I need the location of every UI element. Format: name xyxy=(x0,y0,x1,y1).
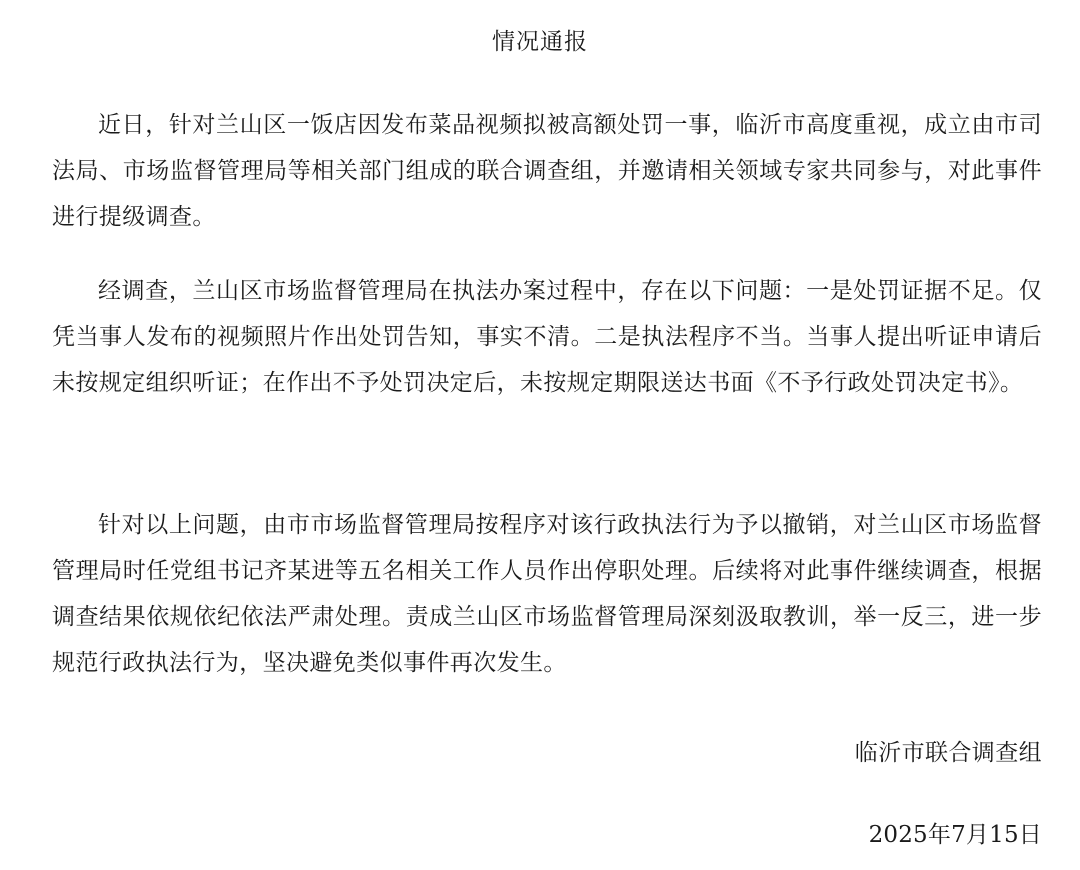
document-date: 2025年7月15日 xyxy=(868,822,1042,848)
signer: 临沂市联合调查组 xyxy=(854,740,1042,766)
document-title: 情况通报 xyxy=(492,29,588,55)
paragraph-actions: 针对以上问题，由市市场监督管理局按程序对该行政执法行为予以撤销，对兰山区市场监督管理局时任党组书记齐某进等五名相关工作人员作出停职处理。后续将对此事件继续调查，根据调查结果依规依纪依法严肃处理。责成兰山区市场监督管理局深刻汲取教训，举一反三，进一步规范行政执法行为，坚决避免类似事件再次发生。 xyxy=(52,512,1042,676)
paragraph-findings: 经调查，兰山区市场监督管理局在执法办案过程中，存在以下问题：一是处罚证据不足。仅凭当事人发布的视频照片作出处罚告知，事实不清。二是执法程序不当。当事人提出听证申请后未按规定组织听证；在作出不予处罚决定后，未按规定期限送达书面《不予行政处罚决定书》。 xyxy=(52,278,1042,396)
paragraph-intro: 近日，针对兰山区一饭店因发布菜品视频拟被高额处罚一事，临沂市高度重视，成立由市司法局、市场监督管理局等相关部门组成的联合调查组，并邀请相关领域专家共同参与，对此事件进行提级调查。 xyxy=(52,112,1042,230)
